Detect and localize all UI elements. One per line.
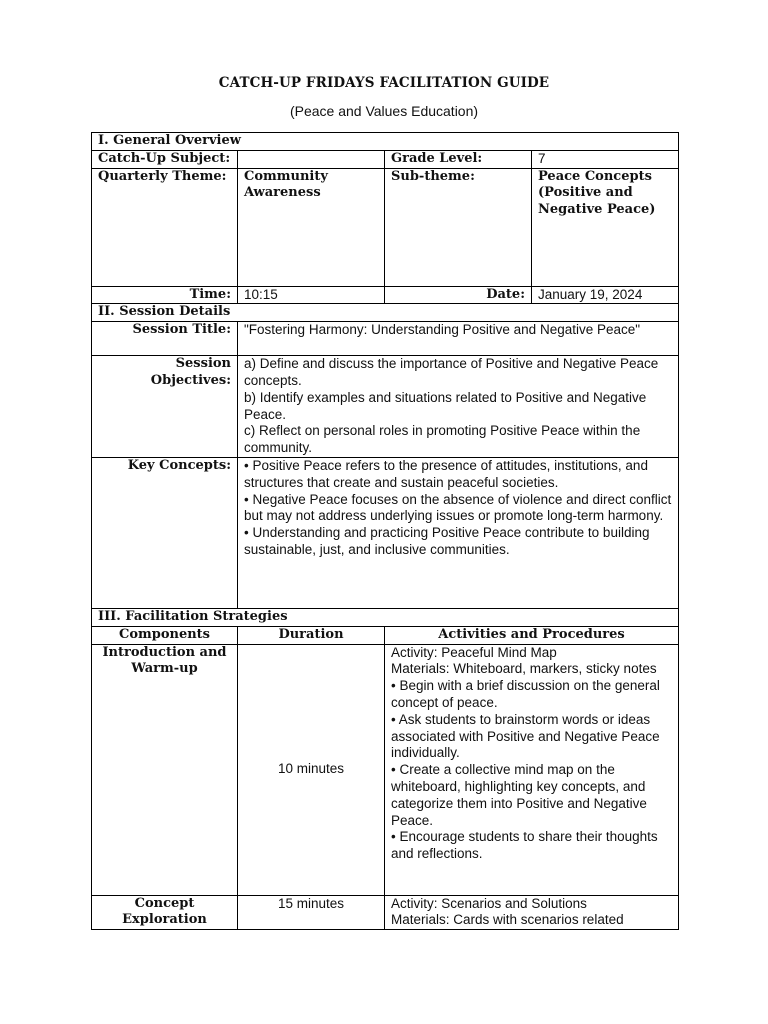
session-objectives-label: Session Objectives: — [92, 356, 238, 458]
session-title-label: Session Title: — [92, 322, 238, 356]
activity-line: Materials: Whiteboard, markers, sticky notes — [391, 661, 657, 677]
objective-item: b) Identify examples and situations related to Positive and Negative Peace. — [244, 389, 647, 422]
activity-line: • Create a collective mind map on the whiteboard, highlighting key concepts, and categorize them into Positive and Negative Peace. — [391, 762, 647, 828]
section-heading-row — [92, 304, 679, 322]
strategies-header-row — [92, 626, 679, 644]
section-heading-row — [92, 133, 679, 151]
duration-cell: 15 minutes — [238, 895, 385, 930]
facilitation-guide-table — [91, 132, 679, 930]
general-overview-heading: I. General Overview — [92, 133, 679, 151]
key-concept-item: • Understanding and practicing Positive Peace contribute to building sustainable, just, and inclusive communities. — [244, 525, 650, 557]
session-objectives-row — [92, 356, 679, 458]
key-concepts-row — [92, 457, 679, 608]
sub-theme-label: Sub-theme: — [385, 168, 532, 286]
quarterly-theme-value: Community Awareness — [238, 168, 385, 286]
date-value: January 19, 2024 — [532, 286, 679, 304]
session-title-value: "Fostering Harmony: Understanding Positive and Negative Peace" — [238, 322, 679, 356]
session-details-heading: II. Session Details — [92, 304, 679, 322]
time-date-row — [92, 286, 679, 304]
objective-item: a) Define and discuss the importance of Positive and Negative Peace concepts. — [244, 356, 659, 388]
activities-cell — [385, 895, 679, 930]
grade-level-value: 7 — [532, 150, 679, 168]
document-subtitle: (Peace and Values Education) — [289, 103, 479, 119]
duration-cell: 10 minutes — [238, 644, 385, 895]
objective-item: c) Reflect on personal roles in promoting Positive Peace within the community. — [244, 423, 641, 456]
time-label: Time: — [92, 286, 238, 304]
activity-line: Materials: Cards with scenarios related — [391, 912, 624, 928]
component-cell: Concept Exploration — [92, 895, 238, 930]
components-column-header: Components — [92, 626, 238, 644]
activity-line: • Encourage students to share their thoughts and reflections. — [391, 829, 658, 862]
duration-column-header: Duration — [238, 626, 385, 644]
date-label: Date: — [385, 286, 532, 304]
theme-row — [92, 168, 679, 286]
activities-cell — [385, 644, 679, 895]
key-concept-item: • Negative Peace focuses on the absence of violence and direct conflict but may not address underlying issues or promote long-term harmony. — [244, 491, 672, 524]
document-title: CATCH-UP FRIDAYS FACILITATION GUIDE — [218, 75, 550, 91]
table-row — [92, 895, 679, 930]
section-heading-row — [92, 608, 679, 626]
session-title-row — [92, 322, 679, 356]
key-concepts-list — [238, 457, 679, 608]
key-concepts-label: Key Concepts: — [92, 457, 238, 608]
facilitation-strategies-heading: III. Facilitation Strategies — [92, 608, 679, 626]
activities-column-header: Activities and Procedures — [385, 626, 679, 644]
sub-theme-value: Peace Concepts (Positive and Negative Peace) — [532, 168, 679, 286]
activity-line: • Ask students to brainstorm words or ideas associated with Positive and Negative Peace individually. — [391, 711, 660, 761]
activity-line: • Begin with a brief discussion on the general concept of peace. — [391, 678, 660, 710]
grade-level-label: Grade Level: — [385, 150, 532, 168]
component-cell: Introduction and Warm-up — [92, 644, 238, 895]
table-row — [92, 644, 679, 895]
activity-line: Activity: Scenarios and Solutions — [391, 895, 587, 911]
quarterly-theme-label: Quarterly Theme: — [92, 168, 238, 286]
catch-up-subject-value — [238, 150, 385, 168]
catch-up-subject-label: Catch-Up Subject: — [92, 150, 238, 168]
key-concept-item: • Positive Peace refers to the presence of attitudes, institutions, and structures that create and sustain peaceful societies. — [244, 457, 648, 490]
subject-row — [92, 150, 679, 168]
session-objectives-list — [238, 356, 679, 458]
time-value: 10:15 — [238, 286, 385, 304]
activity-line: Activity: Peaceful Mind Map — [391, 644, 557, 660]
